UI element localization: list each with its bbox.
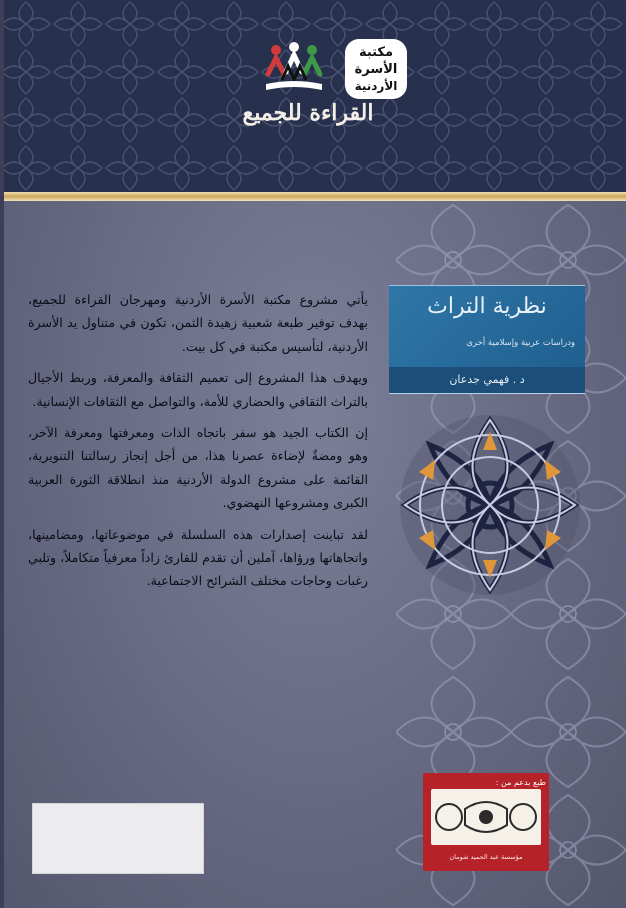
sponsor-badge xyxy=(423,773,549,871)
gold-divider xyxy=(0,192,626,201)
sponsor-emblem xyxy=(431,789,541,845)
brand-wordmark: القراءة للجميع xyxy=(242,100,374,126)
rosette-ornament-icon xyxy=(395,410,585,600)
library-logo-line-1: مكتبة xyxy=(358,45,394,60)
paragraph-3: إن الكتاب الجيد هو سفر باتجاه الذات ومعرفتها ومعرفة الآخر، وهو ومضةٌ لإضاءة عصرنا هذا، من أجل إنجاز رسالتنا التنويرية، القائمة على مشروع الدولة الأردنية منذ انطلاقة الثورة العربية الكبرى ومشروعها النهضوي. xyxy=(28,425,368,511)
book-thumbnail-header xyxy=(389,285,585,368)
book-subtitle: ودراسات عربية وإسلامية أخرى xyxy=(466,338,575,348)
sponsor-label: طبع بدعم من : xyxy=(495,778,546,787)
barcode-sticker xyxy=(32,803,204,874)
paragraph-4: لقد تباينت إصدارات هذه السلسلة في موضوعاتها، ومضامينها، واتجاهاتها ورؤاها، آملين أن تقدم للقارئ زاداً معرفياً متكاملاً، وتلبي رغبات وحاجات مختلف الشرائح الاجتماعية. xyxy=(28,526,368,589)
spine-edge xyxy=(0,0,4,908)
book-title: نظرية التراث xyxy=(427,294,547,319)
paragraph-1: يأتي مشروع مكتبة الأسرة الأردنية ومهرجان القراءة للجميع، بهدف توفير طبعة شعبية زهيدة الثمن، تكون في متناول يد الأسرة الأردنية، لتأسيس مكتبة في كل بيت. xyxy=(28,292,368,354)
sponsor-caption: مؤسسة عبد الحميد شومان xyxy=(449,853,523,861)
header-band xyxy=(0,0,626,192)
paragraph-2: ويهدف هذا المشروع إلى تعميم الثقافة والمعرفة، وربط الأجيال بالتراث الثقافي والحضاري للأمة، والتواصل مع الثقافات الإنسانية. xyxy=(28,370,368,409)
reading-for-all-logo-icon xyxy=(262,40,326,98)
book-author: د . فهمي جدعان xyxy=(389,367,585,394)
library-logo-line-3: الأردنية xyxy=(354,79,398,93)
shoman-foundation-logo-icon xyxy=(431,789,541,845)
description-text xyxy=(28,288,368,601)
family-library-logo xyxy=(344,38,408,100)
family-library-logo-icon xyxy=(344,38,408,100)
library-logo-line-2: الأسرة xyxy=(354,62,398,77)
